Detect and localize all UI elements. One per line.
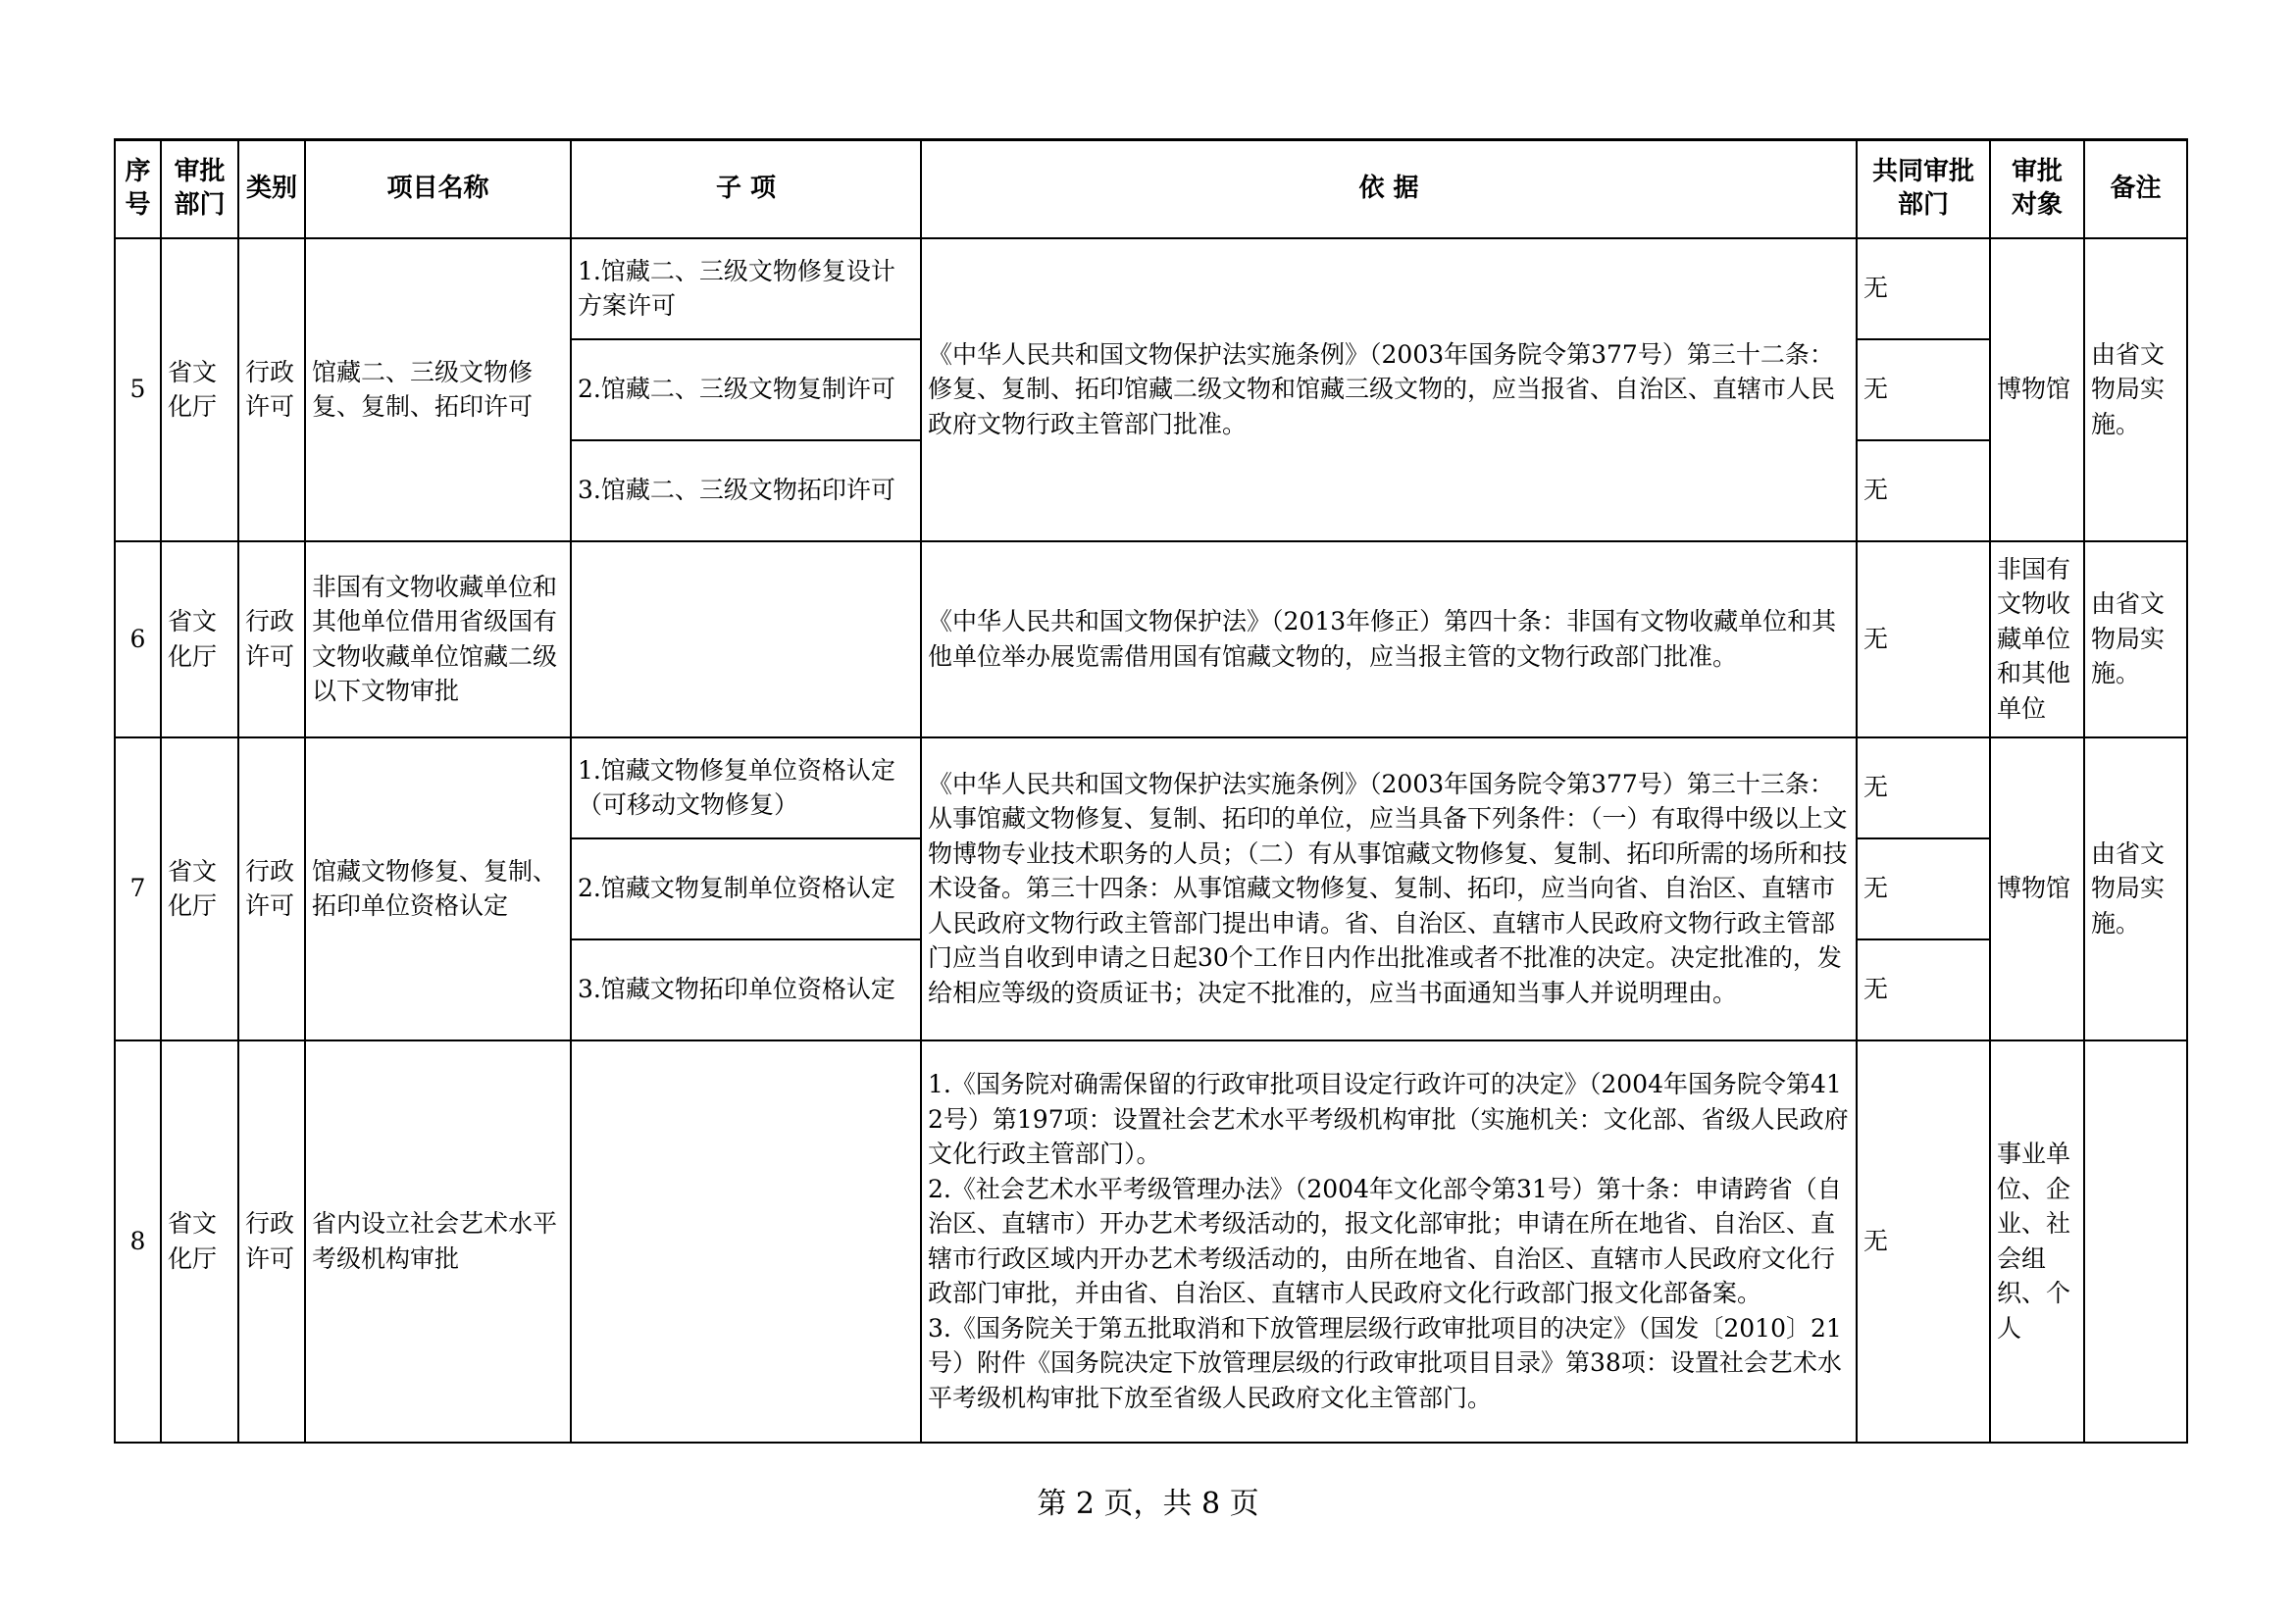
cell-category: 行政 许可 xyxy=(238,1040,305,1443)
cell-target: 非国有文物收藏单位和其他单位 xyxy=(1990,541,2084,737)
cell-sub-item: 1.馆藏二、三级文物修复设计方案许可 xyxy=(571,238,921,339)
cell-seq: 5 xyxy=(115,238,161,541)
cell-dept: 省文 化厅 xyxy=(161,1040,238,1443)
cell-co-dept: 无 xyxy=(1857,440,1990,541)
cell-co-dept: 无 xyxy=(1857,339,1990,440)
header-category: 类别 xyxy=(238,140,305,238)
cell-basis: 《中华人民共和国文物保护法》（2013年修正）第四十条：非国有文物收藏单位和其他单位举办展览需借用国有馆藏文物的，应当报主管的文物行政部门批准。 xyxy=(921,541,1857,737)
cell-remark: 由省文物局实施。 xyxy=(2084,737,2187,1040)
cell-category: 行政 许可 xyxy=(238,238,305,541)
header-co-dept: 共同审批 部门 xyxy=(1857,140,1990,238)
cell-category: 行政 许可 xyxy=(238,737,305,1040)
cell-remark: 由省文物局实施。 xyxy=(2084,238,2187,541)
cell-dept: 省文 化厅 xyxy=(161,737,238,1040)
cell-name: 馆藏二、三级文物修复、复制、拓印许可 xyxy=(305,238,571,541)
cell-sub-item: 2.馆藏二、三级文物复制许可 xyxy=(571,339,921,440)
cell-dept: 省文 化厅 xyxy=(161,238,238,541)
cell-basis: 1.《国务院对确需保留的行政审批项目设定行政许可的决定》（2004年国务院令第412号）第197项：设置社会艺术水平考级机构审批（实施机关：文化部、省级人民政府文化行政主管部门）。 2.《社会艺术水平考级管理办法》（2004年文化部令第31号）第十条：申请跨省（自治区、直辖市）开办艺术考级活动的，报文化部审批；申请在所在地省、自治区、直辖市行政区域内开办艺术考级活动的，由所在地省、自治区、直辖市人民政府文化行政部门审批，并由省、自治区、直辖市人民政府文化行政部门报文化部备案。 3.《国务院关于第五批取消和下放管理层级行政审批项目的决定》（国发〔2010〕21号）附件《国务院决定下放管理层级的行政审批项目目录》第38项：设置社会艺术水平考级机构审批下放至省级人民政府文化主管部门。 xyxy=(921,1040,1857,1443)
cell-seq: 8 xyxy=(115,1040,161,1443)
cell-seq: 7 xyxy=(115,737,161,1040)
cell-co-dept: 无 xyxy=(1857,737,1990,838)
cell-name: 非国有文物收藏单位和其他单位借用省级国有文物收藏单位馆藏二级以下文物审批 xyxy=(305,541,571,737)
table-row xyxy=(115,238,2187,339)
cell-target: 事业单位、企业、社会组织、个人 xyxy=(1990,1040,2084,1443)
table-row xyxy=(115,737,2187,838)
cell-co-dept: 无 xyxy=(1857,541,1990,737)
cell-remark: 由省文物局实施。 xyxy=(2084,541,2187,737)
cell-remark xyxy=(2084,1040,2187,1443)
cell-sub-item xyxy=(571,1040,921,1443)
cell-seq: 6 xyxy=(115,541,161,737)
approval-items-table xyxy=(114,138,2188,1444)
cell-target: 博物馆 xyxy=(1990,737,2084,1040)
cell-sub-item xyxy=(571,541,921,737)
cell-co-dept: 无 xyxy=(1857,238,1990,339)
cell-sub-item: 3.馆藏二、三级文物拓印许可 xyxy=(571,440,921,541)
cell-co-dept: 无 xyxy=(1857,939,1990,1040)
table-row xyxy=(115,541,2187,737)
cell-sub-item: 2.馆藏文物复制单位资格认定 xyxy=(571,838,921,939)
cell-co-dept: 无 xyxy=(1857,838,1990,939)
cell-name: 馆藏文物修复、复制、拓印单位资格认定 xyxy=(305,737,571,1040)
cell-basis: 《中华人民共和国文物保护法实施条例》（2003年国务院令第377号）第三十二条：修复、复制、拓印馆藏二级文物和馆藏三级文物的，应当报省、自治区、直辖市人民政府文物行政主管部门批准。 xyxy=(921,238,1857,541)
header-remark: 备注 xyxy=(2084,140,2187,238)
header-dept: 审批 部门 xyxy=(161,140,238,238)
header-name: 项目名称 xyxy=(305,140,571,238)
header-sub: 子 项 xyxy=(571,140,921,238)
cell-name: 省内设立社会艺术水平考级机构审批 xyxy=(305,1040,571,1443)
cell-basis: 《中华人民共和国文物保护法实施条例》（2003年国务院令第377号）第三十三条：从事馆藏文物修复、复制、拓印的单位，应当具备下列条件：（一）有取得中级以上文物博物专业技术职务的人员；（二）有从事馆藏文物修复、复制、拓印所需的场所和技术设备。第三十四条：从事馆藏文物修复、复制、拓印，应当向省、自治区、直辖市人民政府文物行政主管部门提出申请。省、自治区、直辖市人民政府文物行政主管部门应当自收到申请之日起30个工作日内作出批准或者不批准的决定。决定批准的，发给相应等级的资质证书；决定不批准的，应当书面通知当事人并说明理由。 xyxy=(921,737,1857,1040)
header-basis: 依 据 xyxy=(921,140,1857,238)
cell-category: 行政 许可 xyxy=(238,541,305,737)
cell-co-dept: 无 xyxy=(1857,1040,1990,1443)
page-number-footer: 第 2 页，共 8 页 xyxy=(1037,1487,1259,1521)
header-seq: 序 号 xyxy=(115,140,161,238)
cell-target: 博物馆 xyxy=(1990,238,2084,541)
table-row xyxy=(115,1040,2187,1443)
header-target: 审批 对象 xyxy=(1990,140,2084,238)
table-header-row xyxy=(115,140,2187,238)
cell-sub-item: 3.馆藏文物拓印单位资格认定 xyxy=(571,939,921,1040)
cell-dept: 省文 化厅 xyxy=(161,541,238,737)
cell-sub-item: 1.馆藏文物修复单位资格认定（可移动文物修复） xyxy=(571,737,921,838)
